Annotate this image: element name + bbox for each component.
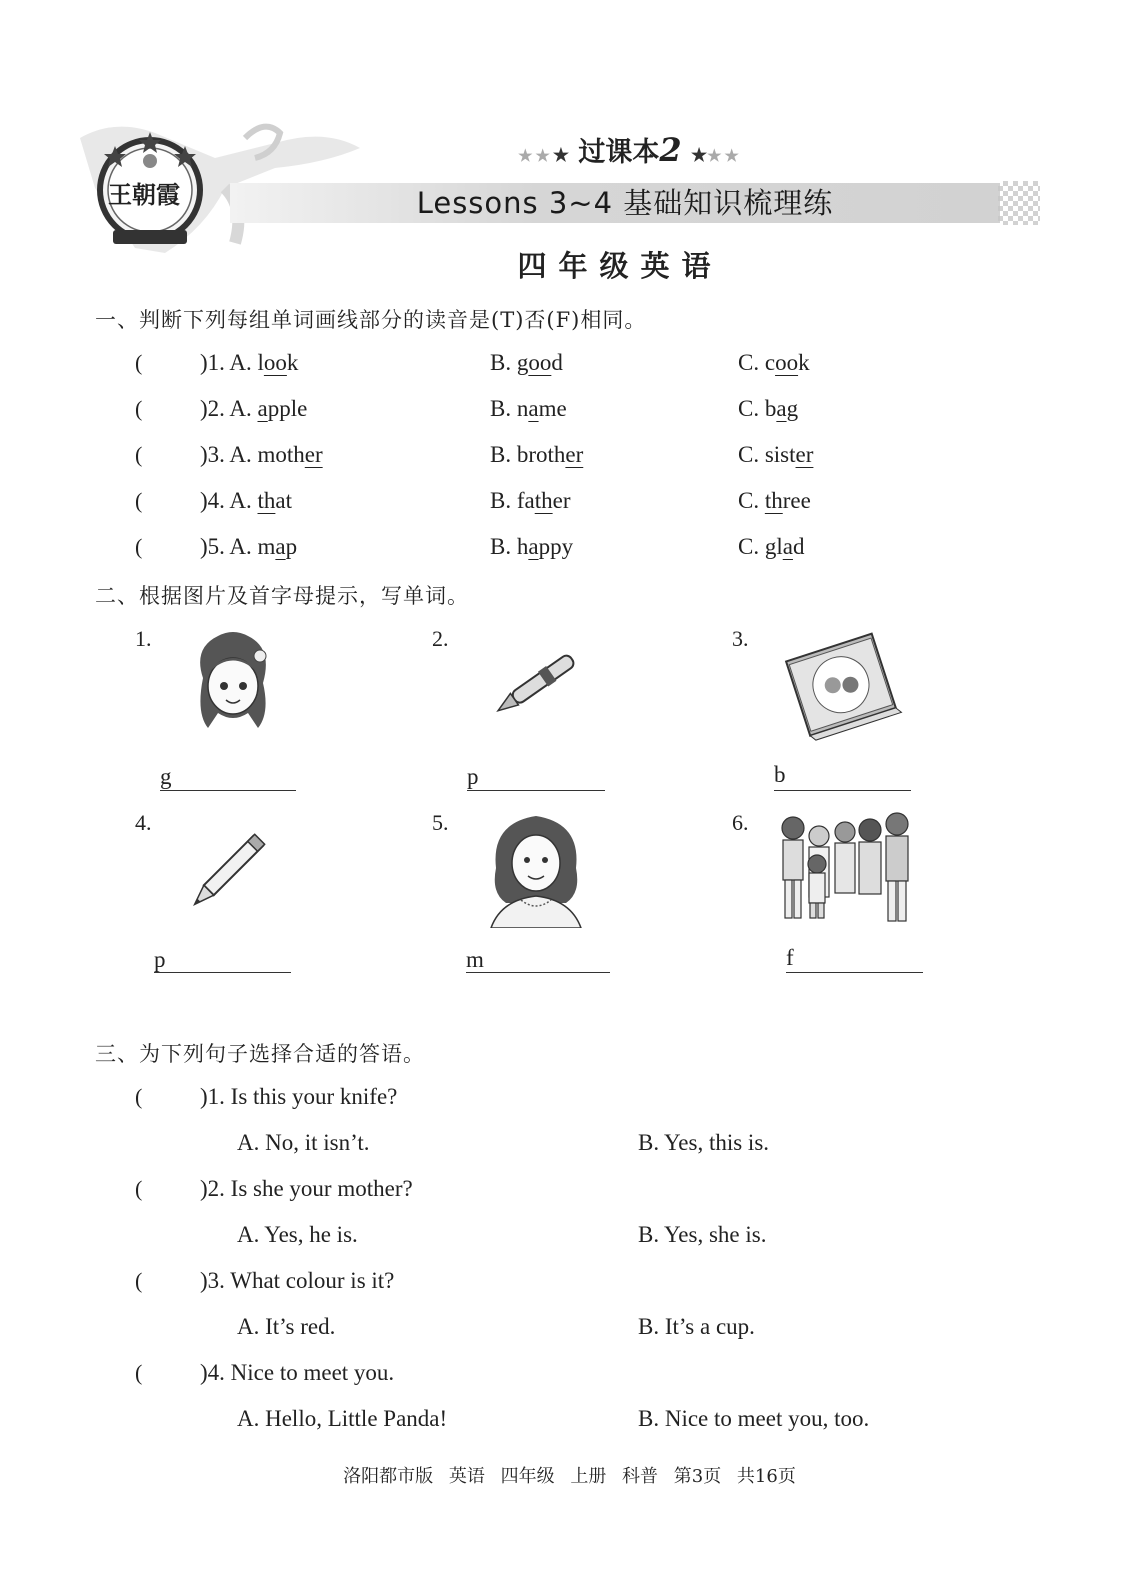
- underlined-letters: a: [275, 534, 286, 559]
- word-part: moth: [257, 442, 305, 467]
- word-option: [738, 350, 810, 376]
- star-icon: ★: [691, 145, 708, 166]
- answer-blank[interactable]: [467, 766, 605, 791]
- hint-letter: b: [774, 762, 786, 787]
- answer-blank[interactable]: [786, 948, 923, 973]
- underlined-letters: th: [257, 488, 276, 513]
- word-part: d: [551, 350, 563, 375]
- question-number: )4. A.: [200, 488, 258, 513]
- word-part: B. fa: [490, 488, 535, 513]
- question-text: )1. Is this your knife?: [200, 1084, 398, 1109]
- answer-blank[interactable]: [160, 766, 296, 791]
- mother-icon: [486, 808, 586, 932]
- hint-letter: p: [154, 947, 166, 972]
- answer-paren[interactable]: (: [135, 1176, 143, 1201]
- word-part: er: [552, 488, 571, 513]
- question-number: )3. A.: [200, 442, 258, 467]
- answer-blank[interactable]: [466, 948, 610, 973]
- item-number: 6.: [732, 810, 749, 835]
- answer-paren[interactable]: (: [135, 1268, 143, 1293]
- word-part: B. g: [490, 350, 529, 375]
- hint-letter: m: [466, 947, 484, 972]
- answer-paren[interactable]: (: [135, 1084, 143, 1109]
- page-footer: 洛阳都市版 英语 四年级 上册 科普 第3页 共16页: [343, 1466, 796, 1487]
- item-number: 2.: [432, 626, 449, 651]
- answer-paren[interactable]: (: [135, 534, 143, 559]
- option-b: B. Yes, she is.: [638, 1222, 767, 1247]
- question-number: )5. A.: [200, 534, 258, 559]
- hint-letter: f: [786, 945, 794, 970]
- underlined-letters: a: [528, 396, 539, 421]
- girl-icon: [188, 628, 278, 740]
- hint-letter: g: [160, 764, 172, 789]
- star-icon: ★: [552, 145, 569, 166]
- word-option: [200, 442, 323, 468]
- word-part: me: [538, 396, 567, 421]
- pen-icon: [484, 642, 594, 726]
- lesson-title: Lessons 3~4 基础知识梳理练: [416, 186, 834, 220]
- hint-letter: p: [467, 764, 479, 789]
- section1-heading: 一、判断下列每组单词画线部分的读音是(T)否(F)相同。: [95, 308, 647, 332]
- underlined-letters: a: [782, 534, 793, 559]
- underlined-letters: oo: [528, 350, 552, 375]
- word-part: C. sist: [738, 442, 796, 467]
- series-title: [430, 130, 830, 169]
- word-part: ree: [782, 488, 811, 513]
- word-part: l: [257, 350, 264, 375]
- word-option: [738, 534, 804, 560]
- word-part: at: [275, 488, 292, 513]
- word-part: C. gl: [738, 534, 783, 559]
- question-number: )2. A.: [200, 396, 258, 421]
- word-option: [200, 534, 297, 560]
- answer-blank[interactable]: [154, 948, 291, 973]
- word-option: [490, 396, 567, 422]
- word-part: k: [286, 350, 299, 375]
- pencil-icon: [180, 822, 280, 921]
- option-a: A. No, it isn’t.: [237, 1130, 370, 1155]
- underlined-letters: th: [764, 488, 783, 513]
- word-part: ppy: [538, 534, 574, 559]
- word-option: [738, 442, 813, 468]
- section3-heading: 三、为下列句子选择合适的答语。: [95, 1042, 425, 1066]
- option-a: A. Hello, Little Panda!: [237, 1406, 448, 1431]
- question-text: )2. Is she your mother?: [200, 1176, 413, 1201]
- answer-paren[interactable]: (: [135, 1360, 143, 1385]
- word-part: d: [792, 534, 805, 559]
- word-part: g: [786, 396, 799, 421]
- star-decoration-right: ★★: [707, 146, 742, 165]
- word-part: m: [257, 534, 276, 559]
- underlined-letters: th: [534, 488, 553, 513]
- family-icon: [775, 806, 915, 932]
- underlined-letters: a: [776, 396, 787, 421]
- section2-heading: 二、根据图片及首字母提示，写单词。: [95, 584, 469, 608]
- underlined-letters: oo: [775, 350, 799, 375]
- series-name: 过课本: [578, 137, 660, 168]
- word-option: [490, 488, 570, 514]
- logo-text: 王朝霞: [108, 180, 180, 209]
- word-part: B. h: [490, 534, 529, 559]
- answer-paren[interactable]: (: [135, 488, 143, 513]
- question-number: )1. A.: [200, 350, 258, 375]
- word-option: [490, 442, 583, 468]
- word-part: p: [285, 534, 298, 559]
- word-part: C. b: [738, 396, 777, 421]
- answer-blank[interactable]: [774, 766, 911, 791]
- grade-title: 四年级英语: [517, 249, 723, 283]
- word-option: [200, 396, 307, 422]
- word-part: C. c: [738, 350, 776, 375]
- word-part: B. n: [490, 396, 529, 421]
- word-option: [490, 534, 573, 560]
- option-a: A. It’s red.: [237, 1314, 336, 1339]
- option-b: B. Yes, this is.: [638, 1130, 770, 1155]
- series-number: 2: [659, 131, 682, 169]
- word-option: [738, 488, 811, 514]
- word-option: [200, 488, 292, 514]
- option-a: A. Yes, he is.: [237, 1222, 358, 1247]
- item-number: 5.: [432, 810, 449, 835]
- word-part: B. broth: [490, 442, 566, 467]
- underlined-letters: er: [795, 442, 814, 467]
- item-number: 1.: [135, 626, 152, 651]
- option-b: B. It’s a cup.: [638, 1314, 755, 1339]
- underlined-letters: a: [528, 534, 539, 559]
- word-option: [200, 350, 298, 376]
- answer-paren[interactable]: (: [135, 396, 143, 421]
- word-part: k: [798, 350, 810, 375]
- question-text: )4. Nice to meet you.: [200, 1360, 395, 1385]
- answer-paren[interactable]: (: [135, 350, 143, 375]
- item-number: 4.: [135, 810, 152, 835]
- book-icon: [778, 628, 903, 747]
- underlined-letters: er: [304, 442, 323, 467]
- option-b: B. Nice to meet you, too.: [638, 1406, 870, 1431]
- word-part: C.: [738, 488, 765, 513]
- underlined-letters: er: [565, 442, 584, 467]
- item-number: 3.: [732, 626, 749, 651]
- answer-paren[interactable]: (: [135, 442, 143, 467]
- word-option: [738, 396, 798, 422]
- question-text: )3. What colour is it?: [200, 1268, 395, 1293]
- word-part: pple: [267, 396, 308, 421]
- word-option: [490, 350, 563, 376]
- underlined-letters: oo: [263, 350, 287, 375]
- underlined-letters: a: [257, 396, 268, 421]
- star-decoration-left: ★★: [518, 146, 553, 165]
